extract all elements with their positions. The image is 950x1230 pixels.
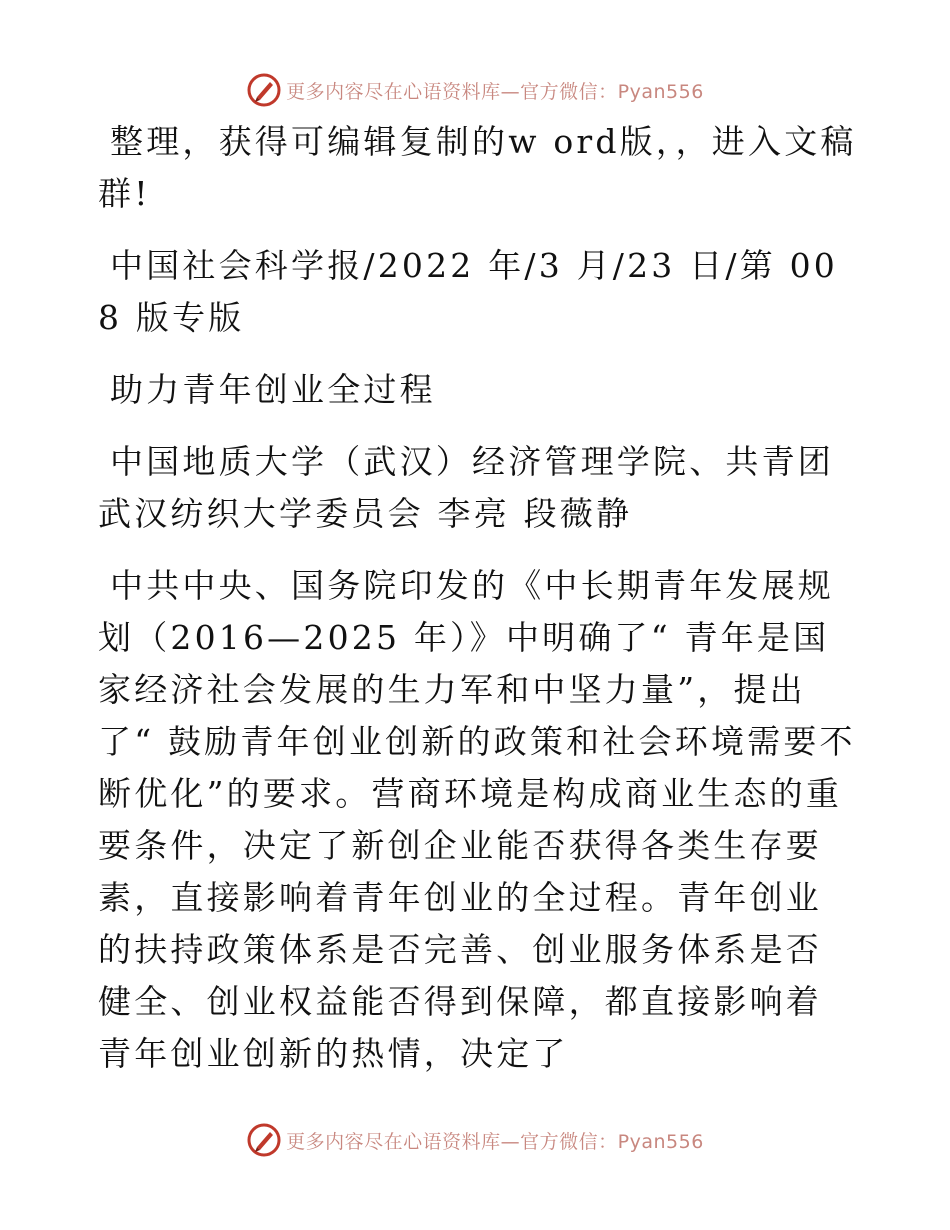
article-body: 中共中央、国务院印发的《中长期青年发展规划（2016—2025 年）》中明确了“ 青年是国家经济社会发展的生力军和中坚力量”，提出了“ 鼓励青年创业创新的政策和社会环境需要不断优化”的要求。营商环境是构成商业生态的重要条件，决定了新创企业能否获得各类生存要素，直接影响着青年创业的全过程。青年创业的扶持政策体系是否完善、创业服务体系是否健全、创业权益能否得到保障，都直接影响着青年创业创新的热情，决定了 (98, 566, 856, 1073)
document-body (98, 116, 858, 1100)
red-pen-stamp-icon (246, 72, 282, 108)
paragraph-intro: 整理，获得可编辑复制的w ord版，，进入文稿群! (98, 122, 857, 213)
banner-text: 更多内容尽在心语资料库—官方微信：Pyan556 (286, 80, 704, 103)
article-authors: 中国地质大学（武汉）经济管理学院、共青团武汉纺织大学委员会 李亮 段薇静 (98, 442, 834, 533)
red-pen-stamp-icon (246, 1122, 282, 1158)
paragraph-source: 中国社会科学报/2022 年/3 月/23 日/第 008 版专版 (98, 246, 838, 337)
article-title: 助力青年创业全过程 (110, 370, 436, 409)
header-banner (0, 70, 950, 110)
footer-banner (0, 1120, 950, 1160)
banner-text: 更多内容尽在心语资料库—官方微信：Pyan556 (286, 1130, 704, 1153)
